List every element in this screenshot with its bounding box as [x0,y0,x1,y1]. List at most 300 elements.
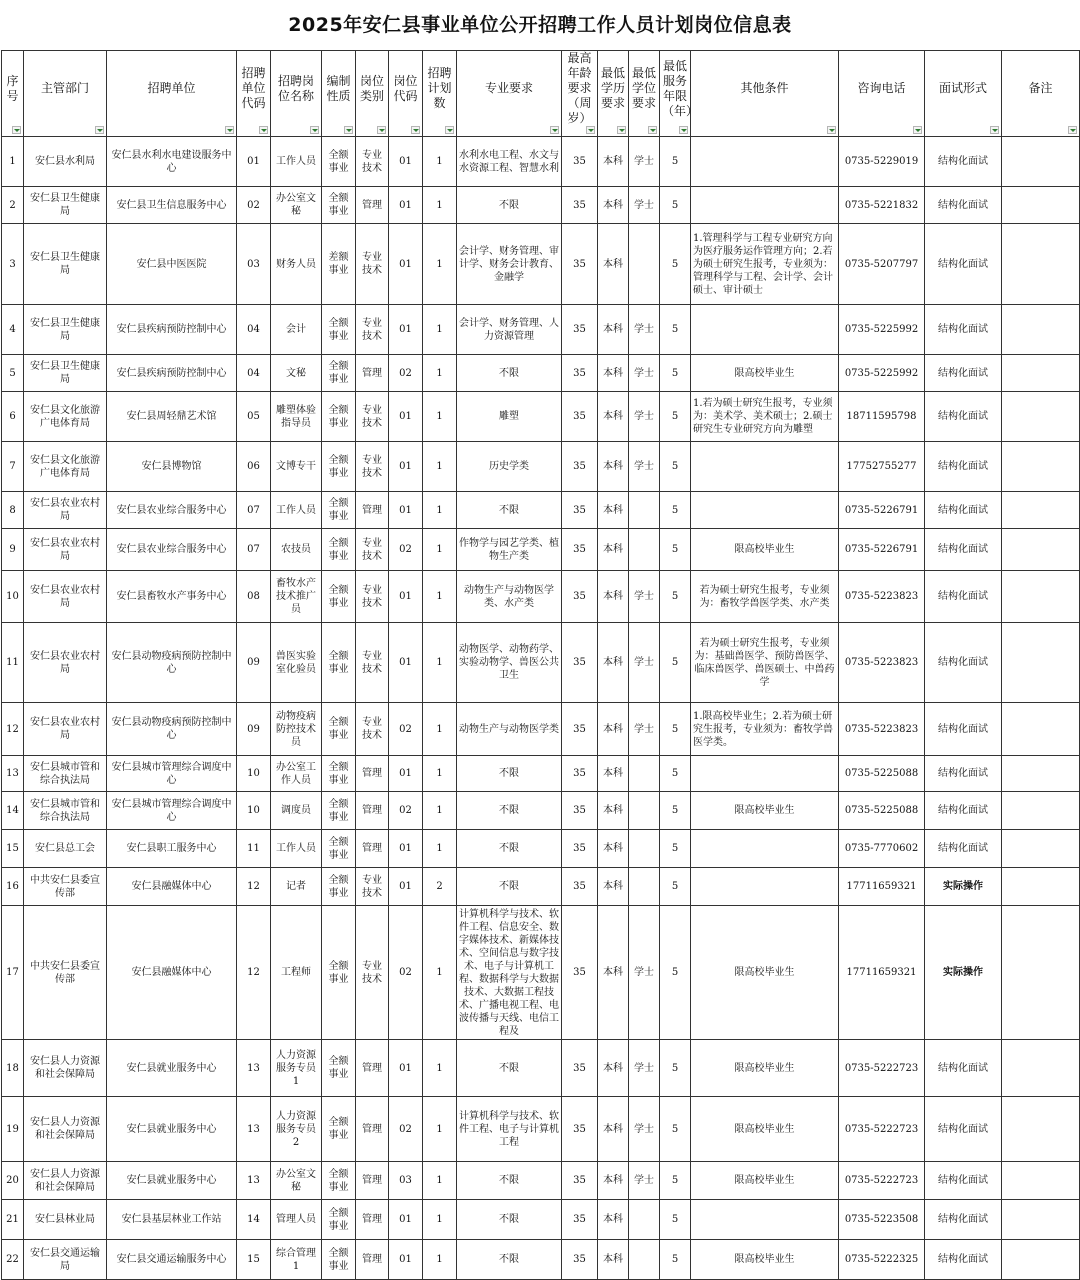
cell-text: 1 [436,324,443,335]
cell-no [2,187,24,224]
cell-text: 5 [671,411,679,422]
cell-text: 专业技术 [362,717,382,741]
cell-text: 35 [573,1123,586,1135]
cell-text: 安仁县基层林业工作站 [121,1214,222,1225]
cell-plan [423,442,457,492]
cell-post-code [389,1162,423,1200]
cell-unit-code [237,355,271,392]
cell-text: 学士 [634,367,654,379]
cell-text: 11 [247,843,260,854]
cell-text: 本科 [603,324,623,335]
filter-dropdown-icon[interactable] [913,126,922,134]
cell-text: 07 [247,544,260,555]
table-row [2,442,1080,492]
cell-nature [322,355,356,392]
cell-category [356,1200,389,1240]
cell-text: 14 [6,805,19,816]
cell-text: 5 [9,367,16,379]
cell-category [356,187,389,224]
cell-degree [629,906,660,1040]
cell-years [660,492,691,529]
cell-degree [629,305,660,355]
cell-nature [322,1097,356,1162]
cell-years [660,529,691,571]
cell-unit-code [237,442,271,492]
cell-category [356,703,389,756]
filter-dropdown-icon[interactable] [259,126,268,134]
cell-text: 01 [247,156,260,167]
cell-major [457,906,562,1040]
cell-no [2,492,24,529]
cell-other [691,492,839,529]
cell-text: 全额事业 [328,584,349,609]
filter-dropdown-icon[interactable] [550,126,559,134]
cell-interview [925,1162,1002,1200]
cell-category [356,529,389,571]
cell-text: 02 [247,199,260,211]
cell-dept [24,305,107,355]
cell-text: 不限 [499,367,519,379]
cell-text: 1 [436,768,443,779]
filter-dropdown-icon[interactable] [310,126,319,134]
cell-nature [322,529,356,571]
cell-dept [24,187,107,224]
cell-edu [598,355,629,392]
cell-text: 管理 [362,843,382,854]
cell-edu [598,1097,629,1162]
cell-text: 5 [671,258,679,270]
cell-plan [423,1162,457,1200]
filter-dropdown-icon[interactable] [344,126,353,134]
table-row [2,703,1080,756]
filter-dropdown-icon[interactable] [648,126,657,134]
cell-text: 14 [247,1214,260,1225]
cell-no [2,305,24,355]
cell-phone [839,830,925,868]
cell-post-code [389,442,423,492]
cell-text: 若为硕士研究生报考，专业须为：畜牧学兽医学类、水产类 [699,584,830,609]
cell-unit-code [237,224,271,305]
cell-text: 专业技术 [362,650,382,675]
cell-text: 安仁县疾病预防控制中心 [116,324,227,335]
cell-years [660,868,691,906]
cell-unit [107,392,237,442]
cell-text: 02 [399,367,412,379]
cell-text: 35 [573,1214,586,1225]
cell-text: 1 [436,657,443,668]
cell-remark [1002,571,1080,623]
cell-text: 全额事业 [328,361,349,385]
cell-text: 管理 [362,1254,382,1265]
cell-unit-code [237,1040,271,1097]
cell-post-code [389,224,423,305]
cell-text: 12 [6,723,19,735]
cell-phone [839,792,925,830]
cell-unit-code [237,792,271,830]
cell-text: 学士 [634,324,654,335]
cell-text: 1.管理科学与工程专业研究方向为医疗服务运作管理方向；2.若为硕士研究生报考，专业须为：管理科学与工程、会计学、会计硕士、审计硕士 [693,232,833,296]
cell-years [660,355,691,392]
cell-interview [925,792,1002,830]
table-row [2,137,1080,187]
cell-post-code [389,906,423,1040]
header-category [356,51,389,137]
cell-text: 安仁县水利局 [35,156,95,167]
cell-remark [1002,224,1080,305]
cell-text: 动物生产与动物医学类、水产类 [464,584,554,609]
cell-nature [322,305,356,355]
cell-text: 0735-5221832 [844,199,919,211]
cell-text: 35 [573,1175,586,1186]
cell-text: 5 [671,591,679,602]
cell-major [457,442,562,492]
cell-category [356,830,389,868]
filter-dropdown-icon[interactable] [617,126,626,134]
cell-text: 本科 [603,156,623,167]
cell-text: 5 [671,881,679,892]
cell-text: 管理 [362,805,382,816]
cell-text: 不限 [499,1062,519,1074]
header-label: 序号 [6,73,19,103]
cell-unit [107,529,237,571]
filter-dropdown-icon[interactable] [827,126,836,134]
cell-text: 结构化面试 [938,324,988,335]
cell-category [356,1162,389,1200]
cell-text: 8 [9,504,16,516]
cell-remark [1002,906,1080,1040]
cell-no [2,355,24,392]
cell-text: 5 [671,1175,679,1186]
cell-category [356,906,389,1040]
table-row [2,623,1080,703]
cell-text: 安仁县人力资源和社会保障局 [30,1168,100,1193]
cell-text: 0735-5222723 [844,1175,919,1186]
cell-text: 09 [247,723,260,735]
cell-text: 管理 [362,1123,382,1135]
cell-other [691,392,839,442]
cell-post-code [389,830,423,868]
cell-other [691,224,839,305]
cell-text: 35 [573,843,586,854]
cell-text: 5 [671,1123,679,1135]
cell-age [562,224,598,305]
cell-unit-code [237,305,271,355]
cell-text: 安仁县动物疫病预防控制中心 [111,650,232,675]
cell-age [562,1040,598,1097]
table-row [2,1040,1080,1097]
cell-degree [629,792,660,830]
cell-no [2,868,24,906]
header-label: 岗位代码 [393,73,418,103]
cell-post-code [389,756,423,792]
cell-unit-code [237,1200,271,1240]
cell-text: 结构化面试 [938,156,988,167]
cell-years [660,1040,691,1097]
cell-plan [423,1097,457,1162]
cell-remark [1002,1040,1080,1097]
cell-text: 本科 [603,367,623,379]
cell-nature [322,1200,356,1240]
cell-no [2,1162,24,1200]
cell-text: 安仁县就业服务中心 [126,1062,217,1074]
cell-text: 35 [573,881,586,892]
cell-post [271,1162,322,1200]
table-row [2,1162,1080,1200]
cell-text: 调度员 [281,805,311,816]
cell-edu [598,137,629,187]
filter-dropdown-icon[interactable] [586,126,595,134]
cell-years [660,392,691,442]
filter-dropdown-icon[interactable] [377,126,386,134]
cell-text: 35 [573,1254,586,1265]
filter-dropdown-icon[interactable] [225,126,234,134]
cell-major [457,703,562,756]
cell-phone [839,1240,925,1280]
cell-edu [598,442,629,492]
cell-text: 全额事业 [328,1207,349,1232]
cell-text: 全额事业 [328,498,349,522]
cell-dept [24,1200,107,1240]
cell-phone [839,392,925,442]
cell-other [691,906,839,1040]
cell-text: 5 [671,723,679,735]
cell-text: 04 [247,324,260,335]
cell-interview [925,442,1002,492]
cell-text: 03 [247,258,260,270]
cell-post [271,830,322,868]
cell-post [271,571,322,623]
cell-text: 安仁县交通运输服务中心 [116,1254,227,1265]
cell-dept [24,1240,107,1280]
cell-unit [107,792,237,830]
cell-text: 管理 [362,768,382,779]
cell-nature [322,1240,356,1280]
cell-dept [24,868,107,906]
cell-text: 人力资源服务专员2 [276,1110,316,1148]
cell-text: 1 [436,843,443,854]
cell-no [2,906,24,1040]
cell-text: 安仁县林业局 [35,1214,95,1225]
cell-text: 0735-5226791 [844,504,919,516]
cell-post [271,305,322,355]
cell-text: 35 [573,768,586,779]
cell-text: 1 [436,156,443,167]
cell-text: 15 [6,843,19,854]
cell-text: 结构化面试 [938,1214,988,1225]
cell-text: 不限 [499,1175,519,1186]
cell-text: 2 [9,199,16,211]
cell-dept [24,1097,107,1162]
cell-no [2,442,24,492]
cell-phone [839,137,925,187]
cell-text: 办公室文秘 [276,1168,316,1193]
cell-post-code [389,1097,423,1162]
cell-text: 12 [247,967,260,978]
filter-dropdown-icon[interactable] [12,126,21,134]
cell-unit-code [237,1240,271,1280]
cell-text: 全额事业 [328,1247,349,1272]
cell-unit-code [237,392,271,442]
cell-text: 0735-5222723 [844,1123,919,1135]
cell-text: 18 [6,1062,19,1074]
cell-degree [629,1162,660,1200]
cell-phone [839,355,925,392]
cell-text: 17 [6,967,19,978]
cell-text: 财务人员 [276,258,316,270]
cell-text: 安仁县农业农村局 [30,717,100,741]
cell-plan [423,1200,457,1240]
cell-degree [629,1200,660,1240]
cell-plan [423,1240,457,1280]
cell-text: 01 [399,881,412,892]
cell-text: 历史学类 [489,461,529,472]
cell-text: 全额事业 [328,317,349,342]
cell-text: 专业技术 [362,874,382,899]
header-unit [107,51,237,137]
cell-text: 学士 [634,967,654,978]
cell-text: 限高校毕业生 [734,967,795,978]
cell-age [562,571,598,623]
cell-nature [322,756,356,792]
cell-text: 限高校毕业生 [734,367,795,379]
cell-interview [925,1040,1002,1097]
cell-interview [925,492,1002,529]
cell-nature [322,792,356,830]
cell-other [691,703,839,756]
cell-unit [107,1097,237,1162]
cell-dept [24,1162,107,1200]
cell-nature [322,703,356,756]
cell-no [2,703,24,756]
cell-text: 本科 [603,768,623,779]
filter-dropdown-icon[interactable] [445,126,454,134]
cell-edu [598,792,629,830]
cell-text: 12 [247,881,260,892]
cell-other [691,355,839,392]
cell-text: 1 [436,591,443,602]
filter-dropdown-icon[interactable] [679,126,688,134]
cell-age [562,792,598,830]
filter-dropdown-icon[interactable] [990,126,999,134]
cell-text: 实际操作 [943,881,983,892]
cell-unit-code [237,571,271,623]
cell-interview [925,623,1002,703]
cell-phone [839,442,925,492]
cell-years [660,830,691,868]
cell-other [691,1240,839,1280]
cell-unit [107,1200,237,1240]
cell-text: 若为硕士研究生报考，专业须为：基础兽医学、预防兽医学、临床兽医学、兽医硕士、中兽药学 [694,637,835,688]
header-interview [925,51,1002,137]
cell-unit [107,305,237,355]
cell-text: 01 [399,411,412,422]
cell-text: 07 [247,504,260,516]
filter-dropdown-icon[interactable] [1068,126,1077,134]
cell-text: 1 [436,1123,443,1135]
cell-text: 0735-5225992 [844,367,919,379]
header-plan [423,51,457,137]
cell-plan [423,224,457,305]
cell-text: 全额事业 [328,1056,349,1080]
cell-no [2,623,24,703]
cell-nature [322,868,356,906]
cell-remark [1002,187,1080,224]
cell-text: 1 [436,1254,443,1265]
cell-text: 人力资源服务专员1 [276,1049,316,1087]
cell-other [691,571,839,623]
filter-dropdown-icon[interactable] [411,126,420,134]
cell-text: 限高校毕业生 [734,1254,795,1265]
cell-edu [598,830,629,868]
cell-unit-code [237,830,271,868]
cell-text: 学士 [634,461,654,472]
cell-edu [598,868,629,906]
cell-text: 4 [9,324,16,335]
cell-no [2,1200,24,1240]
cell-edu [598,756,629,792]
cell-text: 本科 [603,967,623,978]
table-row [2,756,1080,792]
cell-interview [925,355,1002,392]
cell-dept [24,224,107,305]
cell-text: 0735-5226791 [844,544,919,555]
cell-text: 学士 [634,723,654,735]
cell-other [691,792,839,830]
page-title: 2025年安仁县事业单位公开招聘工作人员计划岗位信息表 [288,14,792,36]
cell-edu [598,1040,629,1097]
cell-no [2,830,24,868]
header-label: 岗位类别 [359,73,384,103]
cell-text: 19 [6,1123,19,1135]
cell-age [562,703,598,756]
cell-text: 安仁县城市管和综合执法局 [30,761,100,786]
filter-dropdown-icon[interactable] [95,126,104,134]
cell-text: 13 [247,1175,260,1186]
cell-text: 10 [247,805,260,816]
cell-post [271,756,322,792]
cell-phone [839,1200,925,1240]
cell-text: 安仁县农业农村局 [30,584,100,609]
cell-interview [925,392,1002,442]
cell-post-code [389,305,423,355]
cell-text: 工作人员 [276,156,316,167]
cell-text: 不限 [499,504,519,516]
cell-edu [598,906,629,1040]
cell-text: 学士 [634,657,654,668]
header-degree [629,51,660,137]
cell-dept [24,703,107,756]
cell-plan [423,305,457,355]
cell-remark [1002,756,1080,792]
cell-text: 20 [6,1175,19,1186]
cell-text: 不限 [499,1214,519,1225]
table-row [2,792,1080,830]
cell-text: 08 [247,591,260,602]
cell-text: 0735-5223823 [844,723,919,735]
cell-post-code [389,1200,423,1240]
table-row [2,830,1080,868]
cell-dept [24,492,107,529]
cell-years [660,442,691,492]
cell-text: 0735-5223508 [844,1214,919,1225]
table-row [2,187,1080,224]
cell-major [457,224,562,305]
cell-text: 结构化面试 [938,805,988,816]
cell-phone [839,703,925,756]
cell-text: 限高校毕业生 [734,1062,795,1074]
cell-text: 专业技术 [362,584,382,609]
cell-unit [107,830,237,868]
